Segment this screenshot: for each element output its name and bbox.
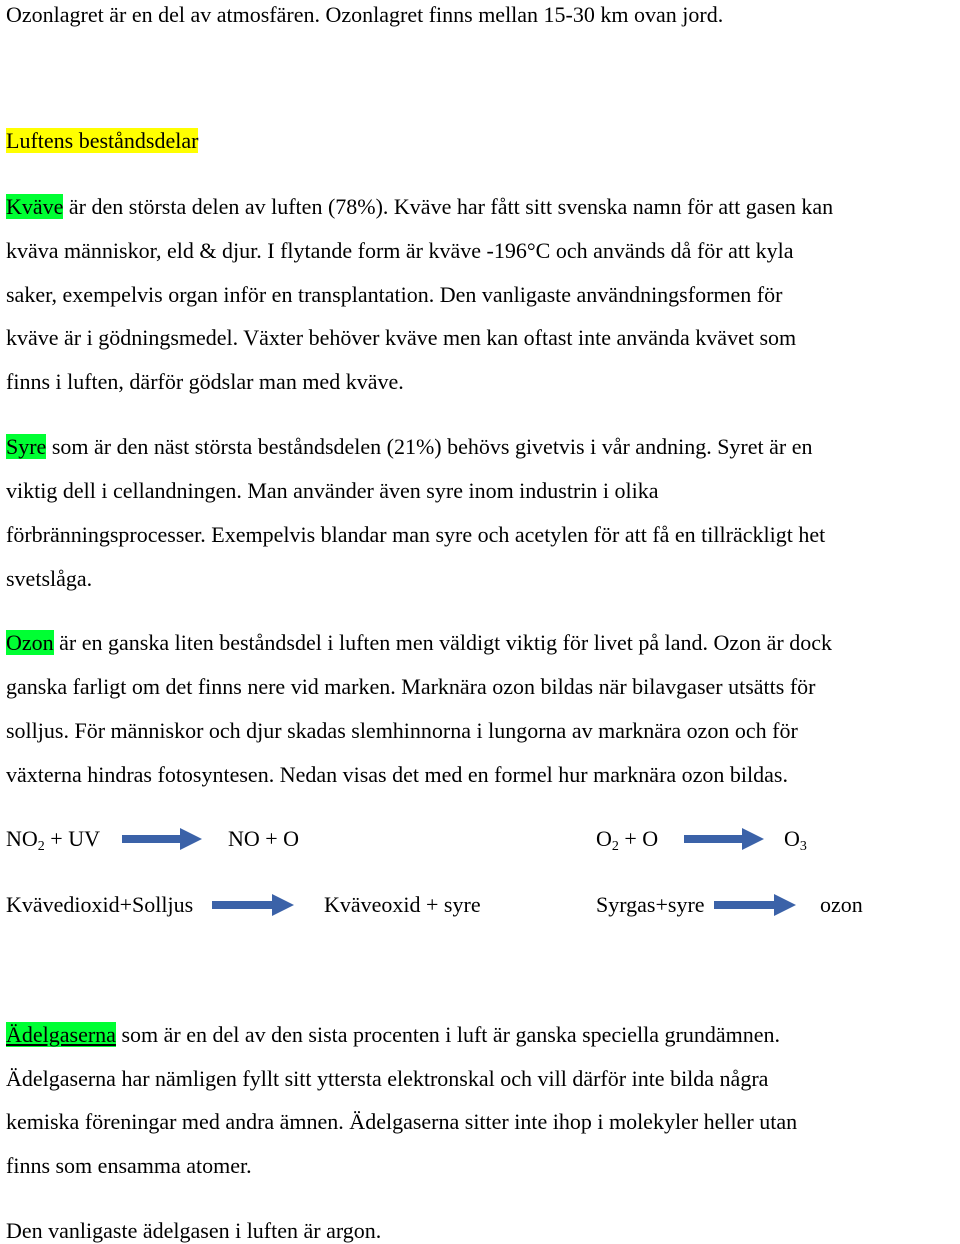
ozon-term: Ozon	[6, 630, 54, 655]
closing-text: Den vanligaste ädelgasen i luften är argon.	[6, 1218, 382, 1243]
adel-term: Ädelgaserna	[6, 1022, 116, 1047]
formula-o3: $O_3$	[784, 826, 807, 854]
kvave-line-4: kväve är i gödningsmedel. Växter behöver kväve men kan oftast inte använda kvävet som	[6, 325, 797, 350]
formula-words-2a: Syrgas+syre	[596, 892, 705, 917]
formula-no2-uv: $NO_2$ + UV	[6, 826, 100, 854]
kvave-term: Kväve	[6, 194, 64, 219]
arrow-icon	[122, 826, 204, 852]
formula-words-1a: Kvävedioxid+Solljus	[6, 892, 194, 917]
syre-line-4: svetslåga.	[6, 566, 93, 591]
kvave-line-3: saker, exempelvis organ inför en transplantation. Den vanligaste användningsformen för	[6, 282, 783, 307]
syre-term: Syre	[6, 434, 47, 459]
kvave-line-2: kväva människor, eld & djur. I flytande form är kväve -196°C och används då för att kyla	[6, 238, 794, 263]
ozon-line-4: växterna hindras fotosyntesen. Nedan visas det med en formel hur marknära ozon bildas.	[6, 762, 788, 787]
intro-text: Ozonlagret är en del av atmosfären. Ozonlagret finns mellan 15-30 km ovan jord.	[6, 2, 724, 27]
formula-words-1b: Kväveoxid + syre	[324, 892, 481, 917]
formula-o2-o: $O_2 + O$	[596, 826, 659, 854]
kvave-line-1: Kväve är den största delen av luften (78%). Kväve har fått sitt svenska namn för att gasen kan	[6, 194, 834, 219]
formula-no-o: NO + O	[228, 826, 300, 851]
adel-line-2: Ädelgaserna har nämligen fyllt sitt yttersta elektronskal och vill därför inte bilda några	[6, 1066, 769, 1091]
adel-line-4: finns som ensamma atomer.	[6, 1153, 252, 1178]
adel-line-1: Ädelgaserna som är en del av den sista procenten i luft är ganska speciella grundämnen.	[6, 1022, 781, 1047]
heading-highlight: Luftens beståndsdelar	[6, 128, 199, 153]
arrow-icon	[714, 892, 798, 918]
arrow-icon	[684, 826, 766, 852]
syre-line-3: förbränningsprocesser. Exempelvis blandar man syre och acetylen för att få en tillräckligt het	[6, 522, 826, 547]
syre-line-2: viktig dell i cellandningen. Man använder även syre inom industrin i olika	[6, 478, 659, 503]
section-heading	[6, 128, 198, 154]
arrow-icon	[212, 892, 296, 918]
ozon-line-2: ganska farligt om det finns nere vid marken. Marknära ozon bildas när bilavgaser utsätts för	[6, 674, 816, 699]
kvave-line-5: finns i luften, därför gödslar man med kväve.	[6, 369, 404, 394]
ozon-line-1: Ozon är en ganska liten beståndsdel i luften men väldigt viktig för livet på land. Ozon är dock	[6, 630, 832, 655]
formula-words-2b: ozon	[820, 892, 863, 917]
syre-line-1: Syre som är den näst största beståndsdelen (21%) behövs givetvis i vår andning. Syret är en	[6, 434, 813, 459]
ozon-line-3: solljus. För människor och djur skadas slemhinnorna i lungorna av marknära ozon och för	[6, 718, 798, 743]
adel-line-3: kemiska föreningar med andra ämnen. Ädelgaserna sitter inte ihop i molekyler heller utan	[6, 1109, 798, 1134]
